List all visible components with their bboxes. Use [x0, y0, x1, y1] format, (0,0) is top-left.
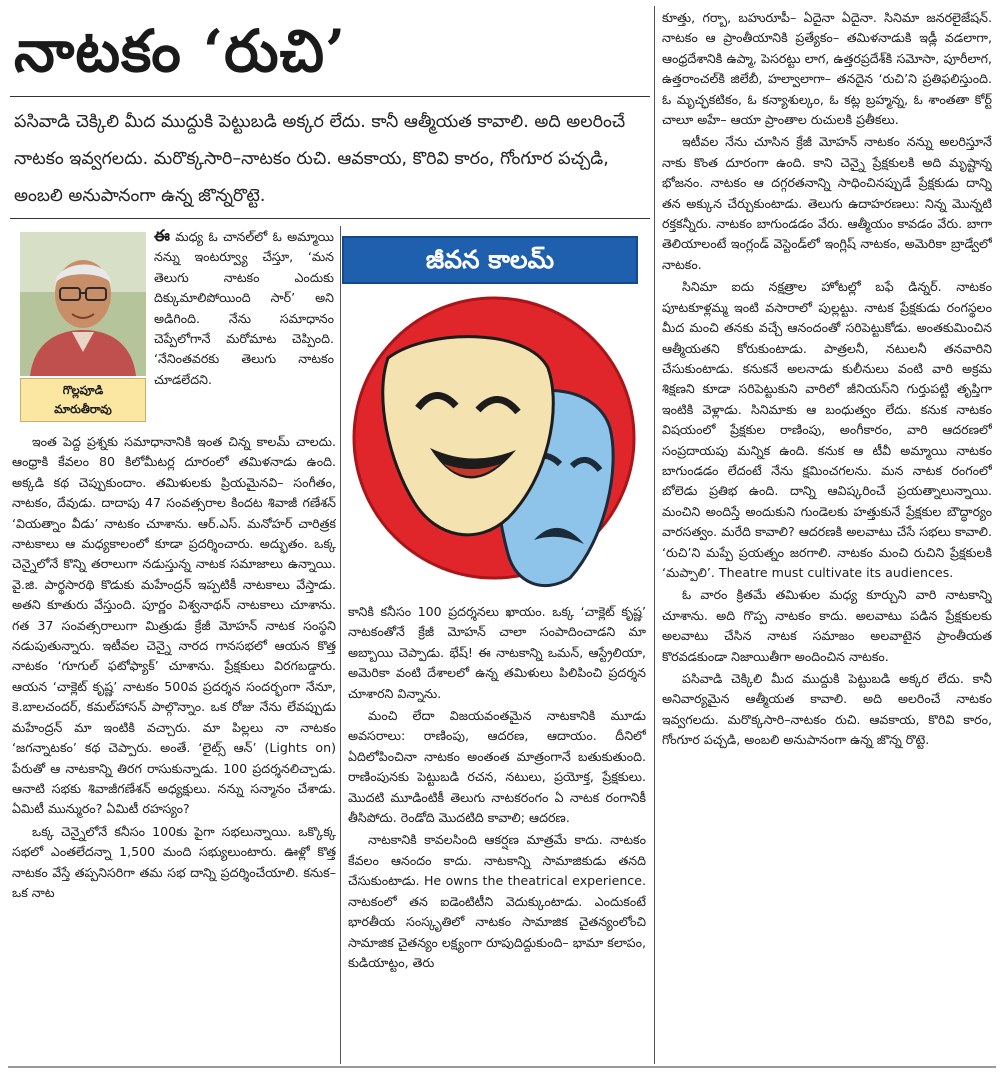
- author-portrait: [20, 232, 146, 376]
- theatre-masks-illustration: [348, 288, 640, 594]
- deck-summary: పసివాడి చెక్కిలి మీద ముద్దుకి పెట్టుబడి అక్కర లేదు. కానీ ఆత్మీయత కావాలి. అది అలరించే నాటకం ఇవ్వగలదు. మరొక్కసారి–నాటకం రుచి. ఆవకాయ, కొరివి కారం, గోంగూర పచ్చడి, అంబలి అనుపానంగా ఉన్న జొన్నరొట్టె.: [14, 112, 626, 206]
- intro-body: మధ్య ఓ చానల్‌లో ఓ అమ్మాయి నన్ను ఇంటర్వ్యూ చేస్తూ, ‘మన తెలుగు నాటకం ఎందుకు దిక్కుమాలిపోయింది సార్’ అని అడిగింది. నేను సమాధానం చెప్పేలోగానే మరోమాట చెప్పింది. ‘నేనింతవరకు తెలుగు నాటకం చూడలేదని.: [154, 229, 334, 387]
- paragraph: పసివాడి చెక్కిలి మీద ముద్దుకి పెట్టుబడి అక్కర లేదు. కానీ అనివార్యమైన ఆత్మీయత కావాలి. అది అలరించే నాటకం ఇవ్వగలదు. మరొక్కసారి–నాటకం రుచి. ఆవకాయ, కొరివి కారం, గోంగూర పచ్చడి, అంబలి అనుపానంగా ఉన్న జొన్న రొట్టె.: [662, 671, 992, 748]
- paragraph: ఒక్క చెన్నైలోనే కనీసం 100కు పైగా సభలున్నాయి. ఒక్కొక్క సభలో ఎంతలేదన్నా 1,500 మంది సభ్యులుంటారు. ఊళ్లో కొత్త నాటకం వేస్తే తప్పనిసరిగా తమ సభ దాన్ని ప్రదర్శించేయాలి. కనుక– ఒక నాట: [12, 823, 336, 900]
- column-divider-right: [654, 6, 655, 1064]
- bottom-rule: [8, 1066, 996, 1068]
- drop-cap: ఈ: [154, 226, 170, 245]
- column-divider-left: [340, 226, 341, 1064]
- intro-text: [154, 226, 334, 432]
- paragraph: ఇంత పెద్ద ప్రశ్నకు సమాధానానికి ఇంత చిన్న కాలమ్ చాలదు. ఆంధ్రాకి కేవలం 80 కిలోమీటర్ల దూరంలో తమిళనాడు ఉంది. అక్కడి కథ చెప్పుకుందాం. తమిళులకు ప్రియమైనవి– సంగీతం, నాటకం, దేవుడు. దాదాపు 47 సంవత్సరాల కిందట శివాజీ గణేశన్ ‘వియత్నాం వీడు’ నాటకం చూశాను. ఆర్.ఎస్. మనోహర్ చారిత్రక నాటకాలు ఆ మధ్యకాలంలో కూడా ప్రదర్శించారు. అద్భుతం. ఒక్క చెన్నైలోనే కొన్ని తరాలుగా నడుస్తున్న నాటక సమాజాలు ఉన్నాయి. వై.జి. పార్థసారథి కొడుకు మహేంద్రన్ ఇప్పటికీ నాటకాలు వేస్తాడు. అతని కూతురు వేస్తుంది. పూర్ణం విశ్వనాథన్ నాటకాలు చూశాను. గత 37 సంవత్సరాలుగా మిత్రుడు క్రేజీ మోహన్ నాటక సంస్థని నడుపుతున్నారు. ఇటీవల చెన్నై నారద గానసభలో ఆయన కొత్త నాటకం ‘గూగుల్ ఫటోఫ్యాక్’ చూశాను. ప్రేక్షకులు విరగబడ్డారు. ఆయన ‘చాక్లెట్ కృష్ణ’ నాటకం 500వ ప్రదర్శన సందర్భంగా నేనూ, కె.బాలచందర్, కమల్‌హాసన్ పాల్గొన్నాం. ఒక రోజు నేను లేవప్పుడు మహేంద్రన్ మా ఇంటికి వచ్చారు. మా పిల్లలు నా నాటకం ‘జగన్నాటకం’ కథ చెప్పారు. అంతే. ‘లైట్స్ ఆన్’ (Lights on) పేరుతో ఆ నాటకాన్ని తిరగ రాసుకున్నాడు. 100 ప్రదర్శనలిచ్చాడు. ఆనాటి సభకు శివాజీగణేశన్ అధ్యక్షులు. నన్ను సన్మానం చేశాడు. ఏమిటీ మున్మురం? ఏమిటీ రహస్యం?: [12, 434, 336, 817]
- headline: నాటకం ‘రుచి’: [14, 17, 347, 85]
- paragraph: నాటకానికి కావలసింది ఆకర్షణ మాత్రమే కాదు. నాటకం కేవలం ఆనందం కాదు. నాటకాన్ని సామాజికుడు తనది చేసుకుంటాడు. He owns the theatrical experience. నాటకంలో తన ఐడెంటిటీని వెదుక్కుంటాడు. ఎందుకంటే భారతీయ సంస్కృతిలో నాటకం సామాజిక చైతన్యంలోంచి సామాజిక చైతన్యం లక్ష్యంగా రూపుదిద్దుకుంది– భామా కలాపం, కుడియాట్టం, తెరు: [348, 832, 646, 970]
- column-right: [662, 8, 992, 1064]
- author-byline: [20, 378, 146, 422]
- paragraph: కానికి కనీసం 100 ప్రదర్శనలు ఖాయం. ఒక్క ‘చాక్లెట్ కృష్ణ’ నాటకంతోనే క్రేజీ మోహన్ చాలా సంపాదించాడని మా అబ్బాయి చెప్పాడు. భేష్! ఈ నాటకాన్ని ఒమన్, ఆస్ట్రేలియా, అమెరికా వంటి దేశాలలో ఉన్న తమిళులు పిలిపించి ప్రదర్శన చూశారని విన్నాను.: [348, 604, 646, 701]
- author-last-name: మారుతీరావు: [54, 402, 112, 416]
- paragraph: ఇటీవల నేను చూసిన క్రేజీ మోహన్ నాటకం నన్ను అలరిస్తూనే నాకు కొంత దూరంగా ఉంది. కాని చెన్నై ప్రేక్షకులకి అది మృష్టాన్న భోజనం. నాటకం ఆ దగ్గరతనాన్ని సాధించినప్పుడే ప్రేక్షకుడు దాన్ని తన అక్కున చేర్చుకుంటాడు. తెలుగు ఉదాహరణలు: నిన్న మొన్నటి రక్తకన్నీరు. నాటకం బాగుండడం వేరు. ఆత్మీయం కావడం వేరు. బాగా తెలియాలంటే ఇంగ్లండ్ వెస్టెండ్‌లో ఇంగ్లిష్ నాటకం, అమెరికా బ్రాడ్వేలో నాటకం.: [662, 134, 992, 272]
- paragraph: మంచి లేదా విజయవంతమైన నాటకానికి మూడు అవసరాలు: రాణింపు, ఆదరణ, ఆదాయం. దీనిలో ఏదిలోపించినా నాటకం అంతంత మాత్రంగానే బతుకుతుంది. రాణింపునకు పెట్టుబడి రచన, నటులు, ప్రయోక్త, ప్రేక్షకులు. మొదటి మూడింటికీ తెలుగు నాటకరంగం ఏ నాటక రంగానికీ తీసిపోదు. రెండోది మొదటిది కావాలి; ఆదరణ.: [348, 708, 646, 826]
- masks-graphic: [348, 288, 640, 594]
- intro-paragraph: [154, 226, 334, 390]
- paragraph: కూత్తు, గర్బా, బహురూపీ– ఏదైనా ఏదైనా. సినిమా జనరలైజేషన్. నాటకం ఆ ప్రాంతీయానికి ప్రత్యేకం– తమిళనాడుకి ఇడ్లీ వడలాగా, ఆంధ్రదేశానికి ఉప్మా, పెసరట్టు లాగ, ఉత్తరప్రదేశ్‌కి సమోసా, పూరీలాగ, ఉత్తరాంచల్‌కి జిలేబీ, హల్వాలాగా– తనదైన ‘రుచి’ని ప్రతిఫలిస్తుంది. ఓ మృచ్ఛకటికం, ఓ కన్యాశుల్కం, ఓ కట్ల బ్రహ్మన్న, ఓ శాంతతా కోర్ట్ చాలూ అహే– ఆయా ప్రాంతాల రుచులకి ప్రతీకలు.: [662, 10, 992, 128]
- author-first-name: గొల్లపూడి: [62, 383, 104, 397]
- column-left: [12, 432, 336, 1064]
- deck-rule: [10, 218, 650, 219]
- paragraph: ఓ వారం క్రితమే తమిళుల మధ్య కూర్చుని వారి నాటకాన్ని చూశాను. అది గొప్ప నాటకం కాదు. అలవాటు పడిన ప్రేక్షకులకు అలవాటు చేసిన నాటక సమాజం అలవాటైన ప్రాంతీయత కొరవడకుండా నిజాయితీగా అందించిన నాటకం.: [662, 587, 992, 664]
- headline-rule: [10, 96, 650, 97]
- column-name-banner: జీవన కాలమ్: [342, 236, 638, 284]
- paragraph: సినిమా ఐదు నక్షత్రాల హోటల్లో బఫే డిన్నర్. నాటకం పూటకూళ్లమ్మ ఇంటి వసారాలో పుల్లట్టు. నాటక ప్రేక్షకుడు రంగస్థలం మీద మంచి తనకు వచ్చే ఆనందంతో సరిపెట్టుకోడు. అంతకుమించిన ఆత్మీయతని కోరుకుంటాడు. పాత్రలనీ, నటులనీ తనవారిని చేసుకుంటాడు. కనుకనే అలనాడు కులీనులు వంటి వారి అక్రమ శిక్షణని కూడా సరిపెట్టుకుని వారిలో జీనియస్‌ని గుర్తుపట్టి తృప్తిగా ఇంటికి వెళ్లాడు. సినిమాకు ఆ బంధుత్వం లేదు. కనుక నాటకం విషయంలో ప్రేక్షకుల రాణింపు, అంగీకారం, వారి ఆదరణలో సంప్రదాయపు మన్నిక ఉంది. కనుక ఆ టీవీ అమ్మాయి నాటకం బాగుండడం లేదంటే నేను క్షమించగలను. మన నాటక రంగంలో బోలెడు ప్రతిభ ఉంది. దాన్ని ఆవిష్కరించే ప్రయత్నాలున్నాయి. మంచిని అందిస్తే అందుకుని గుండెలకు హత్తుకునే ప్రేక్షకుల బౌద్ధార్యం వారసత్వం. మరేది కావాలి? ఆదరణకి అలవాటు చేసే సభలు కావాలి. ‘రుచి’ని మప్పే ప్రయత్నం జరగాలి. నాటకం మంచి రుచిని ప్రేక్షకులకి ‘మప్పాలి’. Theatre must cultivate its audiences.: [662, 279, 992, 580]
- author-photo: [20, 232, 146, 376]
- column-middle: [348, 602, 646, 1064]
